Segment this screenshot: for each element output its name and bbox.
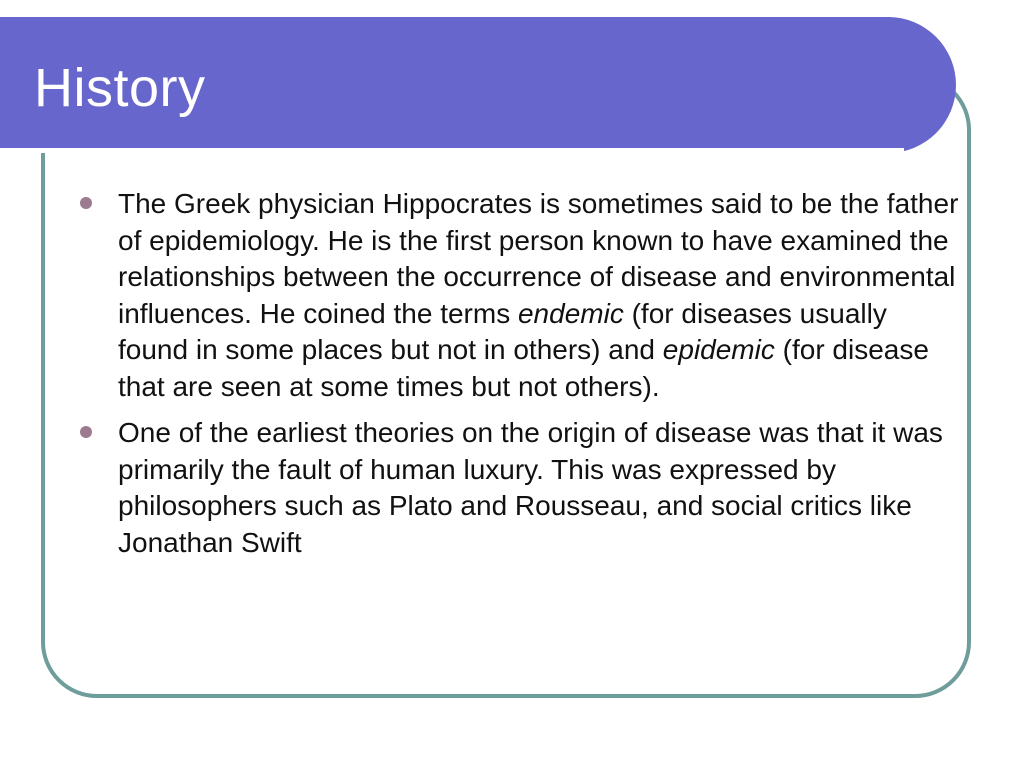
bullet-text-part: (for diseases usually found in some places but not in others) and [118,297,887,365]
bullet-list [80,186,960,571]
bullet-text-part: The Greek physician Hippocrates is sometimes said to be the father of epidemiology. He is the first person known to have examined the relationships between the occurrence of disease and environmental influences. He coined the terms [118,188,959,329]
slide-title: History [34,58,206,118]
term-endemic: endemic [517,297,624,329]
bullet-dot-icon [80,197,92,209]
title-underline [0,148,904,153]
bullet-dot-icon [80,426,92,438]
bullet-item-theories [80,415,960,561]
term-epidemic: epidemic [662,334,775,365]
title-bar [0,17,956,153]
bullet-text [118,188,958,402]
bullet-item-hippocrates [80,186,960,405]
bullet-text-part: (for disease that are seen at some times but not others). [118,334,929,402]
bullet-text: One of the earliest theories on the origin of disease was that it was primarily the fault of human luxury. This was expressed by philosophers such as Plato and Rousseau, and social critics like Jonathan Swift [118,417,943,558]
